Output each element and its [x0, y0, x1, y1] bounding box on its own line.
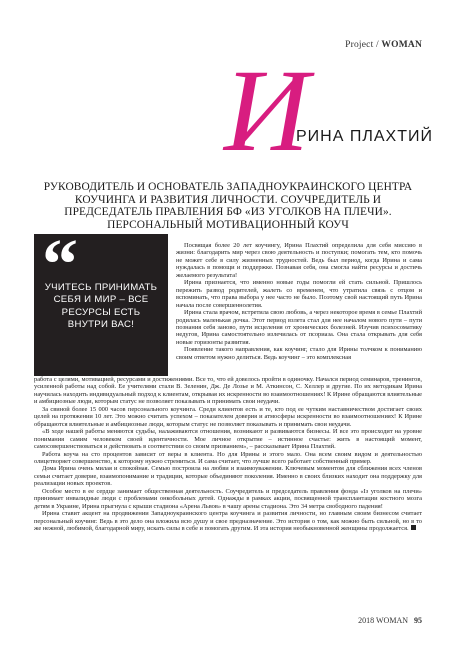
body-paragraph: Дома Ирина очень милая и спокойная. Семью построила на любви и взаимоуважении. Ключевым моментом для сближения всех членов семьи считает доверие, взаимопонимание и традиции, которые объединяют поколения. Именно в своих близких находит она поддержку для реализации новых проектов.: [34, 465, 422, 488]
title-name: РИНА ПЛАХТИЙ: [296, 128, 433, 145]
body-paragraph: Посвящая более 20 лет коучингу, Ирина Плахтий определила для себя миссию в жизни: благодарить мир через свою деятельность и поступки; помогать тем, кто помочь не может себе в силу жизненных трудностей. Ведь был период, когда Ирина и сама нуждалась в помощи и поддержке. Познавая себя, она смогла найти ресурсы и достичь желаемого результата!: [176, 242, 422, 279]
open-quote-mark: “: [42, 224, 78, 304]
section-label: Project: [345, 40, 374, 50]
section-tag: [345, 40, 422, 50]
last-paragraph-text: Ирина ставит акцент на продвижении Западноукраинского центра коучинга и развития личности, но главным своим бизнесом считает персональный коучинг. Ведь в это дело она вложила всю душу и свое предназначение. Это история о том, как можно быть сильной, но в то же нежной, любимой, благодарной миру, искать силы в себе и помогать другим. И эта история необыкновенной женщины продолжается.: [34, 510, 422, 533]
footer-label: 2018 WOMAN: [358, 616, 408, 625]
section-separator: /: [373, 40, 382, 50]
body-paragraph: Ирина стала врачом, встретила свою любовь, а через некоторое время в семье Плахтий родилась маленькая дочка. Этот период взлета стал для нее началом нового пути – пути познания себя заново, пути исцеления от хронических болезней. Изучив психосоматику недугов, Ирина самостоятельно излечилась от псориаза. Она стала открывать для себя новые горизонты развития.: [176, 309, 422, 346]
body-paragraph: Работа коуча на сто процентов зависит от веры в клиента. Но для Ирины и этого мало. Она всем своим видом и деятельностью олицетворяет совершенство, к которому нужно стремиться. И сама считает, что лучше всего работает собственный пример.: [34, 450, 422, 465]
quote-text: УЧИТЕСЬ ПРИНИМАТЬ СЕБЯ И МИР – ВСЕ РЕСУРСЫ ЕСТЬ ВНУТРИ ВАС!: [44, 282, 158, 331]
end-mark-icon: [411, 525, 416, 530]
body-paragraph: Появление такого направления, как коучинг, стало для Ирины толчком к пониманию своим ответом нужно делиться. Ведь коучинг – это комплексная: [176, 346, 422, 361]
body-paragraph: работа с целями, мотивацией, ресурсами и достижениями. Все то, что ей довелось пройти в одиночку. Начался период семинаров, тренингов, усиленной работы над собой. Ее учителями стали В. Зеленин, Дж. Де Лозье и М. Аткинсон, С. Хеллер и другие. По их методикам Ирина научилась находить индивидуальный подход к клиентам, открывая их искренности во взаимоотношениях! К Ирине обращаются влиятельные и амбициозные люди, которым статус не позволяет показывать и принимать свои неудачи.: [34, 376, 422, 406]
body-paragraph: За свиной более 15 000 часов персонального коучинга. Среди клиентов есть и те, кто под ее чутким наставничеством достигает своих целей на протяжении 10 лет. Это можно считать успехом – показателем доверия и атмосферы искренности во взаимоотношениях! К Ирине обращаются влиятельные и амбициозные люди, которым статус не позволяет показывать и принимать свои неудачи.: [34, 405, 422, 428]
body-column-right: [176, 242, 422, 361]
headline: РУКОВОДИТЕЛЬ И ОСНОВАТЕЛЬ ЗАПАДНОУКРАИНСКОГО ЦЕНТРА КОУЧИНГА И РАЗВИТИЯ ЛИЧНОСТИ. СОУЧРЕДИТЕЛЬ И ПРЕДСЕДАТЕЛЬ ПРАВЛЕНИЯ БФ «ИЗ УГОЛКОВ НА ПЛЕЧИ». ПЕРСОНАЛЬНЫЙ МОТИВАЦИОННЫЙ КОУЧ: [43, 181, 413, 231]
section-name: WOMAN: [381, 40, 422, 50]
pull-quote: [34, 224, 168, 406]
body-full-width: [34, 376, 422, 533]
page-footer: [358, 616, 422, 625]
body-paragraph: Ирина признается, что именно новые годы помогли ей стать сильной. Пришлось пережить развод родителей, жалеть со временем, что утратила связь с отцом и вспоминать, что права выбора у нее часто не было. Поэтому свой настоящий путь Ирина начала после совершеннолетия.: [176, 279, 422, 309]
title-initial: И: [224, 45, 310, 176]
body-paragraph: Особое место в ее сердце занимает общественная деятельность. Соучредитель и председатель правления фонда «Із уголков на плечи» принимает инвалидные люди с проблемами онкобольных детей. Однажды в рамках акции, посвященной трансплантации костного мозга детям в Украине, Ирина прыгнула с крыши стадиона «Арена Львов» в чашу арены стадиона. Это 34 метра свободного падения!: [34, 487, 422, 510]
body-paragraph-last: [34, 510, 422, 532]
close-quote-mark: „: [124, 326, 160, 406]
page-number: 95: [414, 616, 422, 625]
body-paragraph: «В ходе нашей работы меняются судьбы, налаживаются отношения, возникают и развиваются бизнесы. И все это происходит на уровне понимания самим человеком своей идентичности. Мое личное открытие – истинное счастье: жить в настоящий момент, самосовершенствоваться и действовать в соответствии со своим призванием», – рассказывает Ирина Плахтий.: [34, 428, 422, 451]
